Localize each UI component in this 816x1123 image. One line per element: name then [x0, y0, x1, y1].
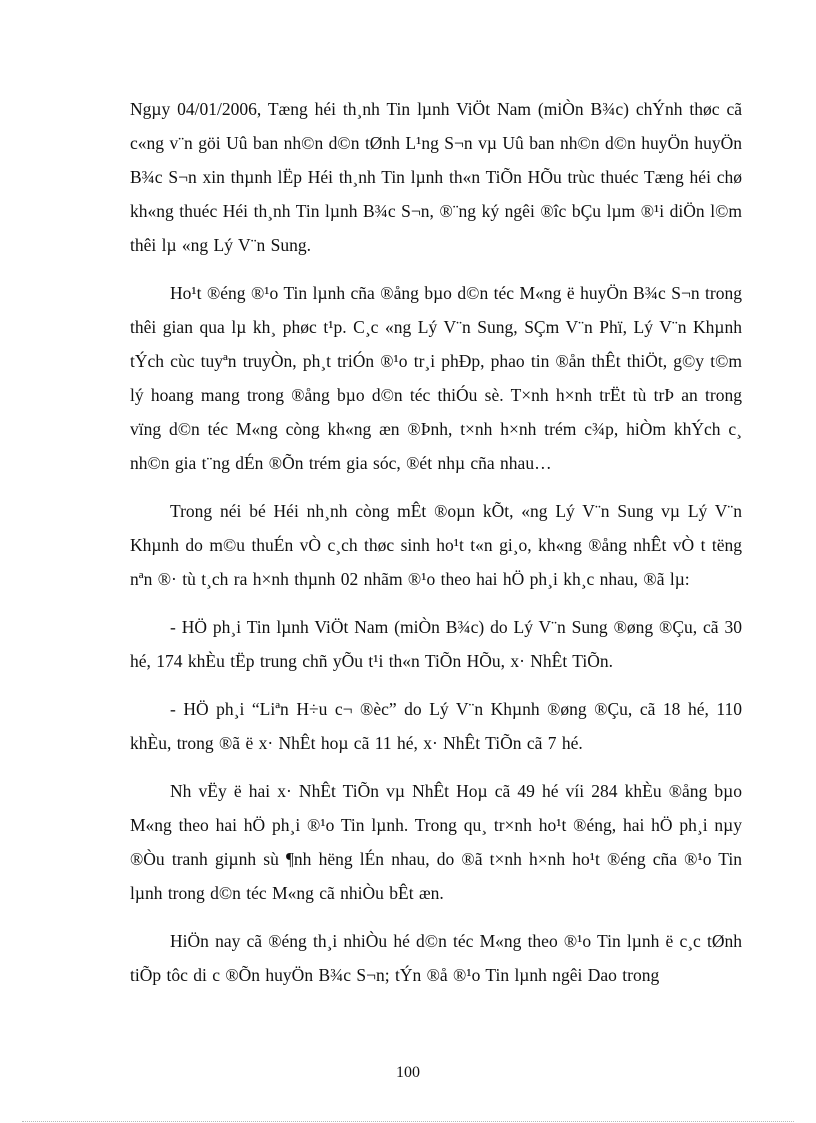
paragraph-4-list-item: - HÖ ph¸i Tin lµnh ViÖt Nam (miÒn B¾c) do Lý V¨n Sung ®øng ®Çu, cã 30 hé, 174 khÈu tËp trung chñ yÕu t¹i th«n TiÕn HÕu, x· NhÊt TiÕn. [130, 617, 742, 671]
document-body [130, 92, 742, 992]
paragraph-7: HiÖn nay cã ®éng th¸i nhiÒu hé d©n téc M«ng theo ®¹o Tin lµnh ë c¸c tØnh tiÕp tôc di c ®Õn huyÖn B¾c S¬n; tÝn ®å ®¹o Tin lµnh ngêi Dao trong [130, 931, 742, 985]
paragraph-5-list-item: - HÖ ph¸i “Liªn H÷u c¬ ®èc” do Lý V¨n Khµnh ®øng ®Çu, cã 18 hé, 110 khÈu, trong ®ã ë x· NhÊt hoµ cã 11 hé, x· NhÊt TiÕn cã 7 hé. [130, 699, 742, 753]
paragraph-2: Ho¹t ®éng ®¹o Tin lµnh cña ®ång bµo d©n téc M«ng ë huyÖn B¾c S¬n trong thêi gian qua lµ kh¸ phøc t¹p. C¸c «ng Lý V¨n Sung, SÇm V¨n Phï, Lý V¨n Khµnh tÝch cùc tuyªn truyÒn, ph¸t triÓn ®¹o tr¸i phÐp, phao tin ®ån thÊt thiÖt, g©y t©m lý hoang mang trong ®ång bµo d©n téc thiÓu sè. T×nh h×nh trËt tù trÞ an trong vïng d©n téc M«ng còng kh«ng æn ®Þnh, t×nh h×nh trém c¾p, hiÒm khÝch c¸ nh©n gia t¨ng dÉn ®Õn trém gia sóc, ®ét nhµ cña nhau… [130, 283, 742, 473]
page-number: 100 [396, 1064, 420, 1081]
paragraph-3: Trong néi bé Héi nh¸nh còng mÊt ®oµn kÕt, «ng Lý V¨n Sung vµ Lý V¨n Khµnh do m©u thuÉn vÒ c¸ch thøc sinh ho¹t t«n gi¸o, kh«ng ®ång nhÊt vÒ t tëng nªn ®· tù t¸ch ra h×nh thµnh 02 nhãm ®¹o theo hai hÖ ph¸i kh¸c nhau, ®ã lµ: [130, 501, 742, 589]
bottom-divider [22, 1121, 794, 1122]
paragraph-6: Nh vËy ë hai x· NhÊt TiÕn vµ NhÊt Hoµ cã 49 hé víi 284 khÈu ®ång bµo M«ng theo hai hÖ ph¸i ®¹o Tin lµnh. Trong qu¸ tr×nh ho¹t ®éng, hai hÖ ph¸i nµy ®Òu tranh giµnh sù ¶nh hëng lÉn nhau, do ®ã t×nh h×nh ho¹t ®éng cña ®¹o Tin lµnh trong d©n téc M«ng cã nhiÒu bÊt æn. [130, 781, 742, 903]
paragraph-1: Ngµy 04/01/2006, Tæng héi th¸nh Tin lµnh ViÖt Nam (miÒn B¾c) chÝnh thøc cã c«ng v¨n göi Uû ban nh©n d©n tØnh L¹ng S¬n vµ Uû ban nh©n d©n huyÖn huyÖn B¾c S¬n xin thµnh lËp Héi th¸nh Tin lµnh th«n TiÕn HÕu trùc thuéc Tæng héi chø kh«ng thuéc Héi th¸nh Tin lµnh B¾c S¬n, ®¨ng ký ngêi ®îc bÇu lµm ®¹i diÖn l©m thêi lµ «ng Lý V¨n Sung. [130, 99, 742, 255]
